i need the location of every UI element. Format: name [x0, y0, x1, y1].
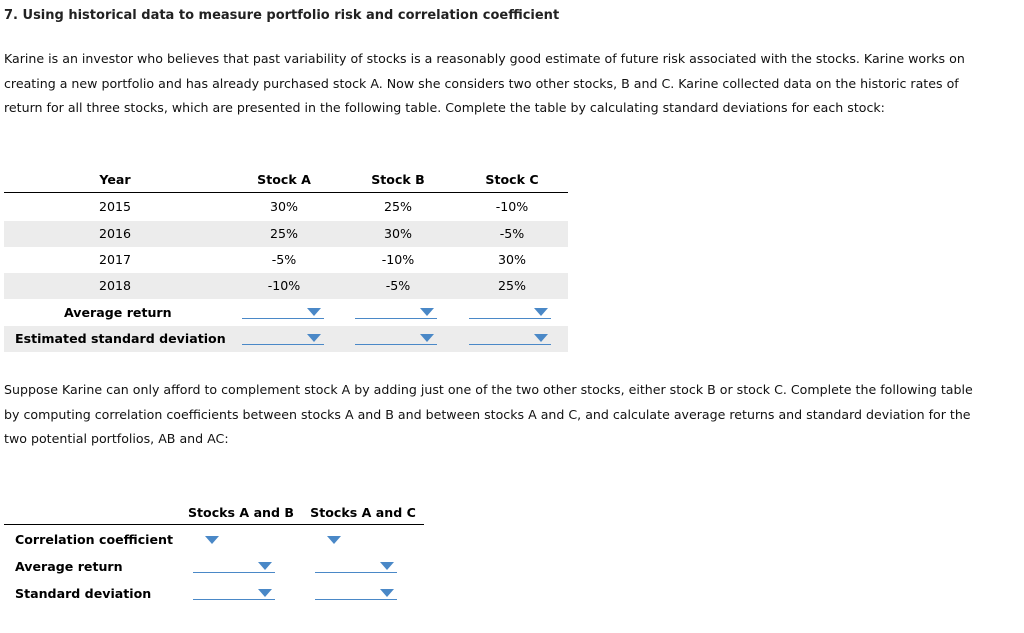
header-stock-c: Stock C	[485, 172, 539, 187]
ab-correlation-dropdown[interactable]	[194, 532, 222, 546]
header-stock-b: Stock B	[371, 172, 425, 187]
year-cell: 2018	[98, 278, 132, 293]
ac-correlation-dropdown[interactable]	[316, 532, 344, 546]
stock-c-cell: -10%	[495, 199, 529, 214]
standard-deviation-label: Standard deviation	[15, 586, 152, 601]
stock-b-std-dev-dropdown[interactable]	[355, 330, 437, 345]
chevron-down-icon	[307, 308, 321, 316]
intro-paragraph	[4, 47, 1014, 121]
average-return-row	[4, 300, 568, 326]
portfolio-line: two potential portfolios, AB and AC:	[4, 431, 229, 446]
header-stocks-a-and-b: Stocks A and B	[187, 505, 295, 520]
year-cell: 2017	[98, 252, 132, 267]
ac-std-dev-dropdown[interactable]	[315, 585, 397, 600]
header-year: Year	[99, 172, 131, 187]
table-header	[4, 168, 568, 193]
chevron-down-icon	[380, 589, 394, 597]
stock-c-std-dev-dropdown[interactable]	[469, 330, 551, 345]
year-cell: 2016	[98, 226, 132, 241]
stock-c-cell: 25%	[498, 278, 526, 293]
standard-deviation-row	[4, 326, 568, 352]
intro-line: Karine is an investor who believes that past variability of stocks is a reasonably good estimate of future risk associated with the stocks. Karine works on	[4, 51, 965, 66]
stock-c-average-return-dropdown[interactable]	[469, 304, 551, 319]
table-header	[4, 502, 424, 525]
stock-c-cell: 30%	[498, 252, 526, 267]
table-row	[4, 273, 568, 299]
average-return-label: Average return	[15, 559, 123, 574]
chevron-down-icon	[258, 589, 272, 597]
stock-a-average-return-dropdown[interactable]	[242, 304, 324, 319]
chevron-down-icon	[420, 308, 434, 316]
standard-deviation-label: Estimated standard deviation	[15, 331, 226, 346]
portfolio-line: by computing correlation coefficients between stocks A and B and between stocks A and C, and calculate average returns and standard deviation for the	[4, 406, 971, 422]
chevron-down-icon	[327, 536, 341, 544]
stock-a-cell: -10%	[267, 278, 301, 293]
table-row	[4, 247, 568, 273]
stock-c-cell: -5%	[499, 226, 525, 241]
table-row	[4, 194, 568, 220]
stock-a-cell: 25%	[270, 226, 298, 241]
stock-a-cell: -5%	[271, 252, 297, 267]
chevron-down-icon	[380, 562, 394, 570]
stock-b-cell: 30%	[384, 226, 412, 241]
ac-average-return-dropdown[interactable]	[315, 558, 397, 573]
stock-b-cell: 25%	[384, 199, 412, 214]
header-stocks-a-and-c: Stocks A and C	[310, 505, 416, 520]
stock-b-cell: -10%	[381, 252, 415, 267]
portfolio-paragraph	[4, 378, 1014, 452]
stock-a-std-dev-dropdown[interactable]	[242, 330, 324, 345]
table-row	[4, 221, 568, 247]
stock-b-cell: -5%	[385, 278, 411, 293]
chevron-down-icon	[534, 308, 548, 316]
stock-b-average-return-dropdown[interactable]	[355, 304, 437, 319]
correlation-coefficient-label: Correlation coefficient	[15, 532, 174, 547]
header-stock-a: Stock A	[257, 172, 311, 187]
ab-std-dev-dropdown[interactable]	[193, 585, 275, 600]
average-return-label: Average return	[64, 305, 172, 320]
year-cell: 2015	[98, 199, 132, 214]
chevron-down-icon	[258, 562, 272, 570]
stock-a-cell: 30%	[270, 199, 298, 214]
intro-line: creating a new portfolio and has already purchased stock A. Now she considers two other stocks, B and C. Karine collected data on the historic rates of	[4, 75, 959, 91]
chevron-down-icon	[205, 536, 219, 544]
chevron-down-icon	[307, 334, 321, 342]
ab-average-return-dropdown[interactable]	[193, 558, 275, 573]
chevron-down-icon	[420, 334, 434, 342]
chevron-down-icon	[534, 334, 548, 342]
question-title: 7. Using historical data to measure portfolio risk and correlation coefficient	[4, 8, 560, 23]
intro-line: return for all three stocks, which are presented in the following table. Complete the table by calculating standard deviations for each stock:	[4, 100, 885, 115]
portfolio-line: Suppose Karine can only afford to complement stock A by adding just one of the two other stocks, either stock B or stock C. Complete the following table	[4, 382, 973, 397]
